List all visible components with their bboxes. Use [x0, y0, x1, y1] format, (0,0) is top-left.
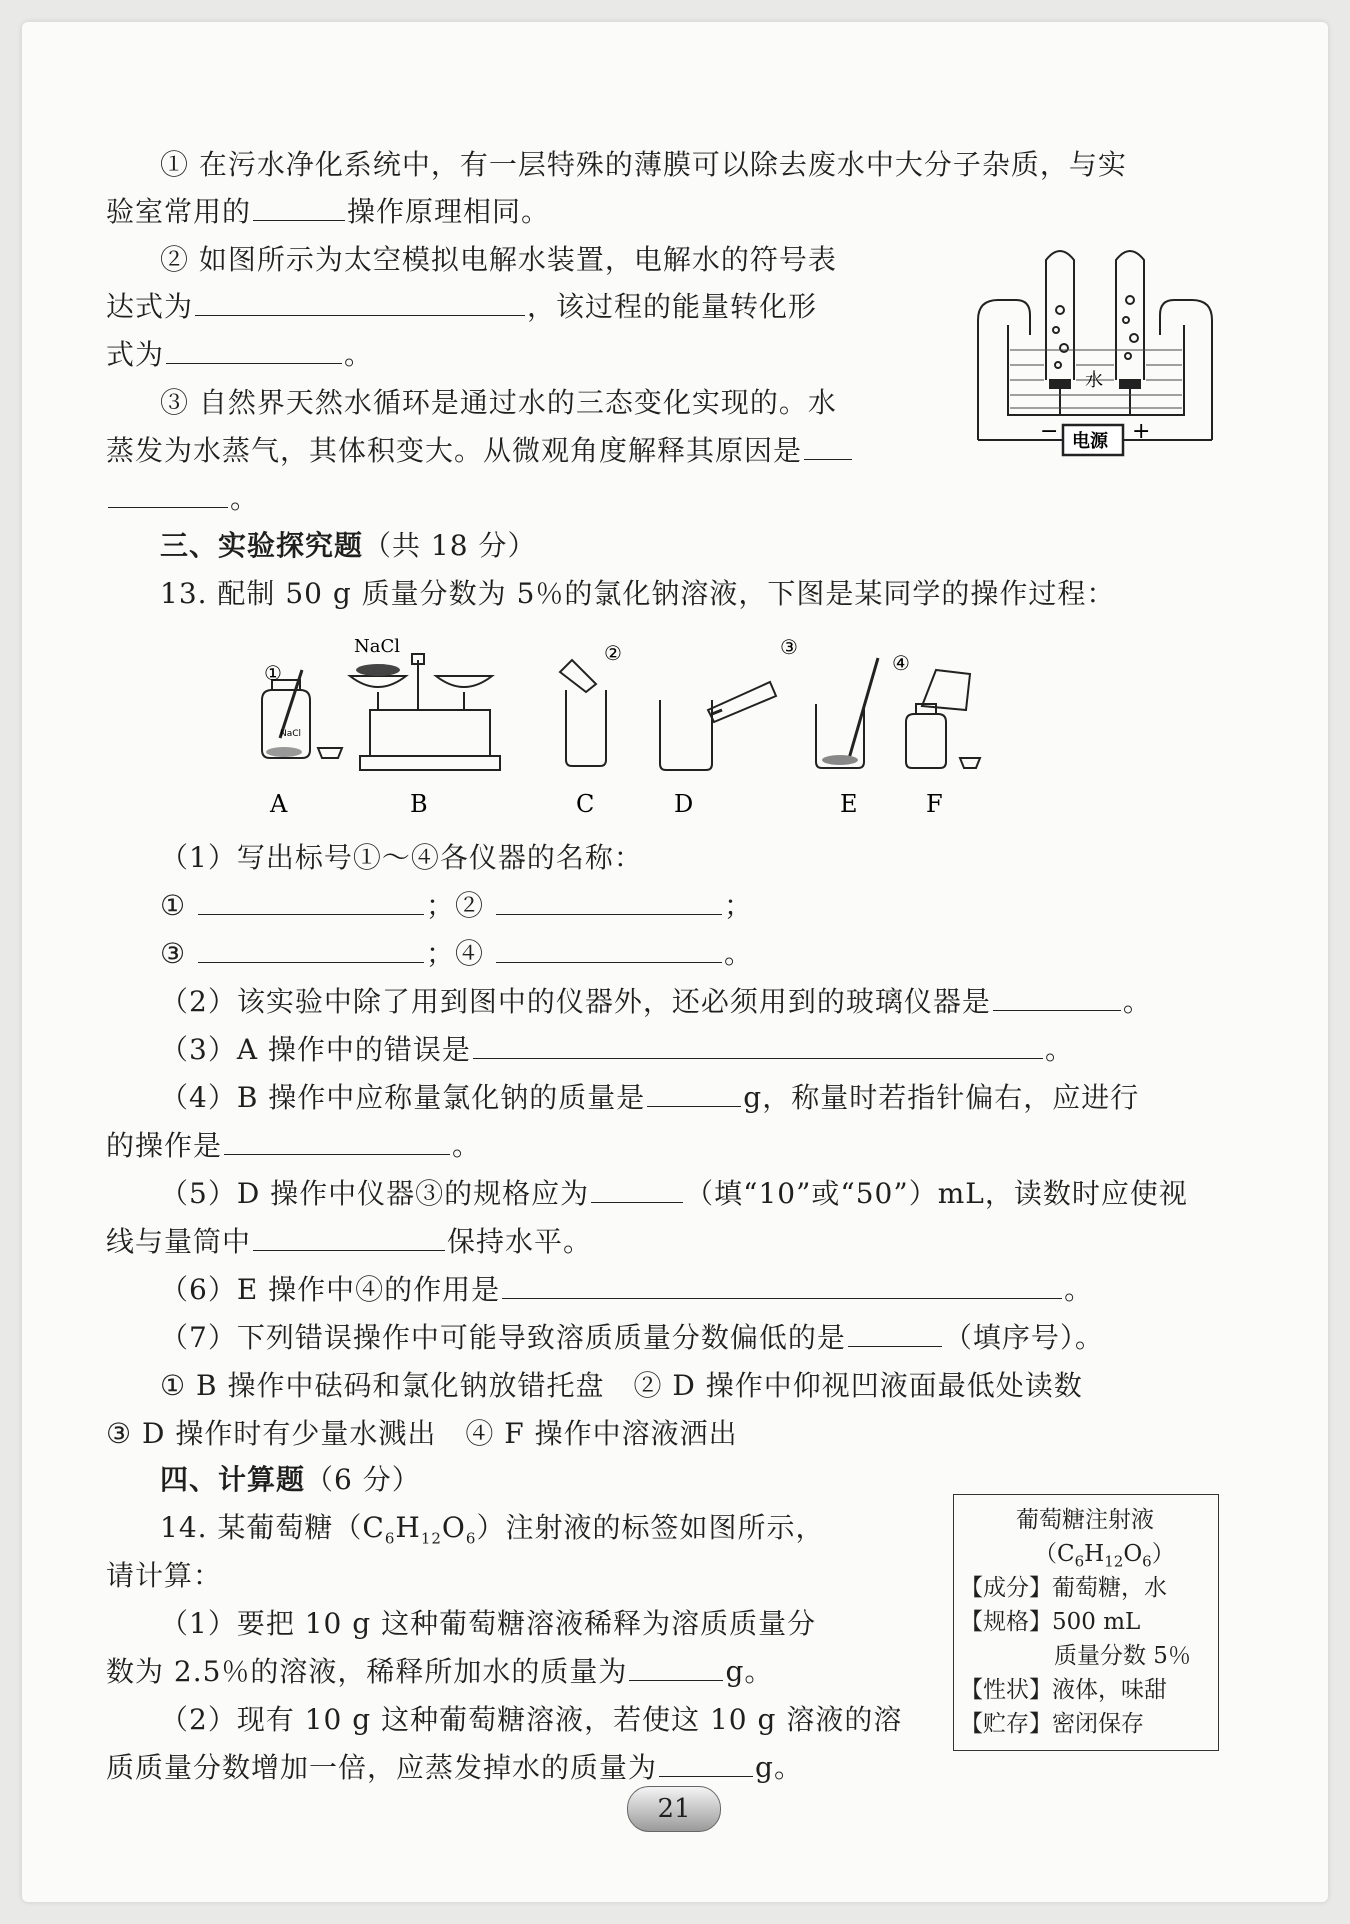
q13-s2: （2）该实验中除了用到图中的仪器外，还必须用到的玻璃仪器是 。 [160, 985, 1152, 1018]
q13-options-line1: ① B 操作中砝码和氯化钠放错托盘 ② D 操作中仰视凹液面最低处读数 [160, 1369, 1083, 1402]
q13-s5: （5）D 操作中仪器③的规格应为 （填“10”或“50”）mL，读数时应使视 [160, 1177, 1188, 1210]
answer-blank[interactable] [195, 289, 525, 316]
bottle-label: NaCl [280, 729, 302, 739]
q12-part2-line3: 式为 。 [106, 338, 374, 371]
q14-s1-line1: （1）要把 10 g 这种葡萄糖溶液稀释为溶质质量分 [160, 1607, 817, 1640]
answer-blank[interactable] [591, 1176, 683, 1203]
answer-blank[interactable] [253, 1224, 445, 1251]
q12-part1-line2: 验室常用的 操作原理相同。 [106, 195, 551, 228]
solution-preparation-figure [250, 630, 1090, 820]
step-label-d: D [674, 790, 694, 818]
label-property: 【性状】液体，味甜 [960, 1677, 1167, 1703]
q13-options-line2: ③ D 操作时有少量水溅出 ④ F 操作中溶液洒出 [106, 1417, 738, 1450]
plus-sign: + [1132, 419, 1151, 444]
label-title: 葡萄糖注射液 [1016, 1507, 1154, 1533]
q12-part2-line1: ② 如图所示为太空模拟电解水装置，电解水的符号表 [160, 243, 837, 276]
step-label-b: B [410, 790, 428, 818]
q13-s4-line2: 的操作是 。 [106, 1129, 482, 1162]
answer-blank[interactable] [473, 1032, 1043, 1059]
q13-s5-line2: 线与量筒中 保持水平。 [106, 1225, 593, 1258]
answer-blank[interactable] [502, 1272, 1062, 1299]
answer-blank[interactable] [253, 194, 345, 221]
label-spec: 【规格】500 mL [960, 1609, 1141, 1635]
step-label-c: C [576, 790, 595, 818]
answer-blank[interactable] [198, 888, 424, 915]
label-formula: $(C_6H_{12}O_6)$ [1034, 1541, 1175, 1571]
q13-s7: （7）下列错误操作中可能导致溶质质量分数偏低的是 （填序号）。 [160, 1321, 1104, 1354]
q12-part3-line1: ③ 自然界天然水循环是通过水的三态变化实现的。水 [160, 386, 837, 419]
answer-blank[interactable] [166, 337, 342, 364]
answer-blank[interactable] [496, 888, 722, 915]
label-spec-fraction: 质量分数 5％ [1054, 1643, 1191, 1669]
answer-blank[interactable] [224, 1128, 450, 1155]
step-label-a: A [270, 790, 288, 818]
q12-part2-line2: 达式为 ，该过程的能量转化形 [106, 290, 818, 323]
nacl-label: NaCl [354, 636, 401, 657]
q13-s1-row2: ③ ；④ 。 [160, 937, 753, 970]
label-storage: 【贮存】密闭保存 [960, 1711, 1144, 1737]
answer-blank[interactable] [659, 1750, 753, 1777]
q13-s1: （1）写出标号①～④各仪器的名称： [160, 841, 643, 874]
q13-stem: 13. 配制 50 g 质量分数为 5％的氯化钠溶液，下图是某同学的操作过程： [160, 577, 1116, 610]
q14-s1-line2: 数为 2.5％的溶液，稀释所加水的质量为 g。 [106, 1655, 774, 1688]
answer-blank[interactable] [108, 481, 228, 508]
q14-s2-line1: （2）现有 10 g 这种葡萄糖溶液，若使这 10 g 溶液的溶 [160, 1703, 903, 1736]
answer-blank[interactable] [848, 1320, 942, 1347]
glucose-injection-label [953, 1494, 1219, 1751]
q13-s4: （4）B 操作中应称量氯化钠的质量是 g，称量时若指针偏右，应进行 [160, 1081, 1140, 1114]
q12-part3-line2: 蒸发为水蒸气，其体积变大。从微观角度解释其原因是 [106, 431, 854, 471]
q12-part1-line1: ① 在污水净化系统中，有一层特殊的薄膜可以除去废水中大分子杂质，与实 [160, 148, 1127, 181]
q13-s1-row1: ① ；② ； [160, 889, 753, 922]
marker-1: ① [264, 661, 282, 685]
q14-stem-line2: 请计算： [106, 1559, 223, 1592]
q13-s6: （6）E 操作中④的作用是 。 [160, 1273, 1094, 1306]
answer-blank[interactable] [198, 936, 424, 963]
q12-part3-line3: 。 [106, 479, 259, 519]
section-3-heading: 三、实验探究题（共 18 分） [160, 529, 537, 562]
minus-sign: − [1040, 419, 1059, 444]
section-4-heading: 四、计算题（6 分） [160, 1463, 421, 1496]
q14-s2-line2: 质质量分数增加一倍，应蒸发掉水的质量为 g。 [106, 1751, 803, 1784]
step-label-f: F [926, 790, 943, 818]
water-label: 水 [1085, 370, 1103, 391]
q13-s3: （3）A 操作中的错误是 。 [160, 1033, 1074, 1066]
page-number: 21 [627, 1786, 721, 1832]
power-source-label: 电源 [1072, 431, 1108, 452]
electrolysis-apparatus-figure [968, 240, 1224, 480]
step-label-e: E [840, 790, 858, 818]
answer-blank[interactable] [993, 984, 1121, 1011]
answer-blank[interactable] [804, 433, 852, 460]
label-ingredient: 【成分】葡萄糖，水 [960, 1575, 1167, 1601]
answer-blank[interactable] [629, 1654, 723, 1681]
q14-stem: 14. 某葡萄糖$(C_6H_{12}O_6)$注射液的标签如图所示， [160, 1511, 825, 1548]
answer-blank[interactable] [496, 936, 722, 963]
answer-blank[interactable] [647, 1080, 741, 1107]
marker-3: ③ [780, 635, 798, 659]
marker-2: ② [604, 641, 622, 665]
marker-4: ④ [892, 651, 910, 675]
